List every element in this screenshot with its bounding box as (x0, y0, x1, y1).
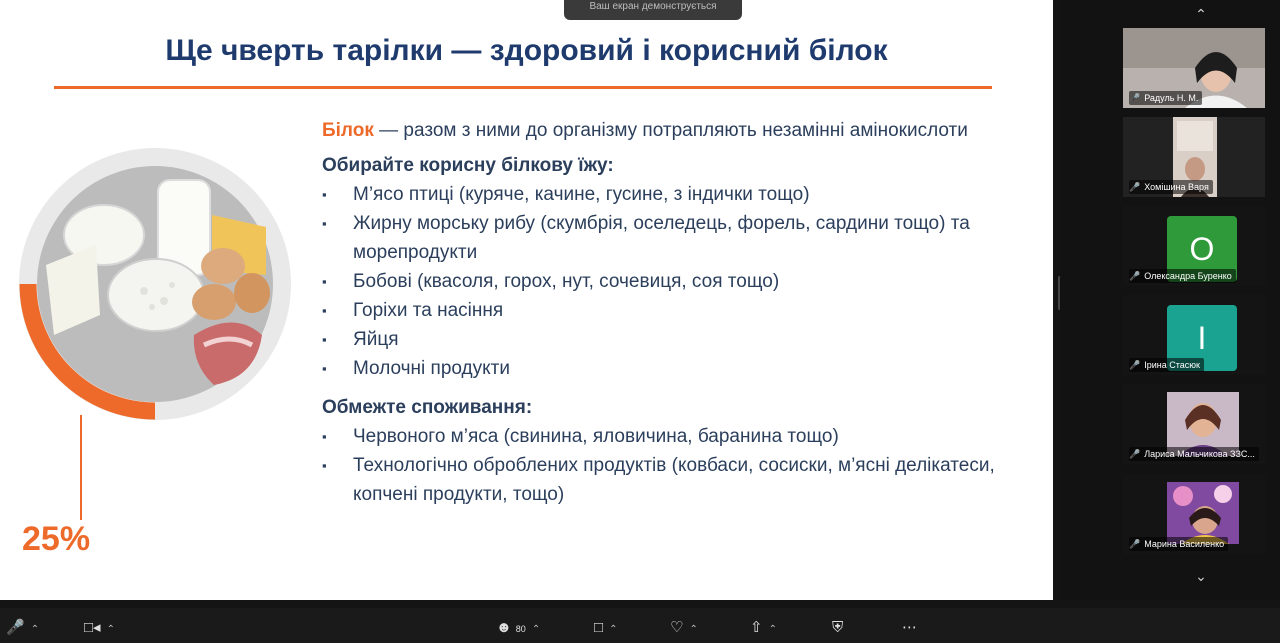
gallery-scroll-up-icon[interactable]: ⌃ (1195, 6, 1207, 22)
participant-name: 🎤 Радуль Н. М. (1129, 91, 1202, 105)
title-underline (54, 86, 992, 89)
portion-percent: 25% (22, 520, 91, 558)
participant-tile[interactable] (1123, 28, 1265, 108)
participant-tile[interactable] (1123, 206, 1265, 286)
meeting-toolbar (0, 608, 1280, 643)
chat-icon[interactable]: □ ⌃ (594, 619, 618, 636)
slide-title: Ще чверть тарілки — здоровий і корисний білок (165, 34, 888, 67)
mic-muted-icon: 🎤 (1129, 271, 1141, 281)
reactions-icon[interactable]: ♡ ⌃ (670, 619, 698, 636)
list-item: ▪ Яйця (322, 325, 1022, 354)
participant-avatar: O (1167, 216, 1237, 282)
mic-muted-icon: 🎤 (1129, 539, 1141, 549)
participant-tile[interactable] (1123, 384, 1265, 464)
chevron-up-icon[interactable]: ⌃ (531, 624, 541, 635)
participant-tile[interactable] (1123, 474, 1265, 554)
share-screen-icon[interactable]: ⇧ ⌃ (750, 619, 777, 636)
gallery-scroll-down-icon[interactable]: ⌄ (1195, 568, 1207, 584)
choose-heading: Обирайте корисну білкову їжу: (322, 155, 614, 176)
mic-muted-icon: 🎤 (1129, 360, 1141, 370)
protein-food-image (16, 145, 294, 423)
participant-name: 🎤 Лариса Мальчикова ЗЗС... (1129, 447, 1259, 461)
more-icon[interactable]: ⋯ (902, 619, 917, 636)
participant-name: 🎤 Олександра Буренко (1129, 269, 1236, 283)
mic-muted-icon: 🎤 (1129, 182, 1141, 192)
list-item: ▪ Бобові (квасоля, горох, нут, сочевиця, соя тощо) (322, 267, 1022, 296)
participants-count: 80 (515, 624, 526, 634)
mic-muted-icon: 🎤 (1129, 93, 1141, 103)
chevron-up-icon[interactable]: ⌃ (768, 624, 777, 635)
chevron-up-icon[interactable]: ⌃ (689, 624, 698, 635)
participant-tile[interactable] (1123, 295, 1265, 375)
list-item: ▪ Горіхи та насіння (322, 296, 1022, 325)
chevron-up-icon[interactable]: ⌃ (106, 624, 115, 635)
participant-name: 🎤 Марина Василенко (1129, 537, 1228, 551)
participants-icon[interactable]: ☻ 80 ⌃ (496, 619, 541, 636)
protein-intro (322, 116, 1022, 145)
list-item: ▪ Технологічно оброблених продуктів (ковбаси, сосиски, м’ясні делікатеси, копчені продукти, тощо) (322, 451, 1022, 509)
mic-muted-icon[interactable]: 🎤 ⌃ (6, 619, 40, 636)
list-item: ▪ Молочні продукти (322, 354, 1022, 383)
list-item: ▪ М’ясо птиці (куряче, качине, гусине, з індички тощо) (322, 180, 1022, 209)
chevron-up-icon[interactable]: ⌃ (30, 624, 40, 635)
security-icon[interactable]: ⛨ (832, 619, 844, 636)
limit-list (322, 422, 1022, 509)
protein-intro-text: — разом з ними до організму потрапляють незамінні амінокислоти (373, 120, 968, 141)
participant-name: 🎤 Хомішина Варя (1129, 180, 1213, 194)
video-icon[interactable]: □◂ ⌃ (84, 619, 115, 636)
mic-muted-icon: 🎤 (1129, 449, 1141, 459)
participant-avatar: I (1167, 305, 1237, 371)
slide-body (322, 116, 1022, 509)
choose-list (322, 180, 1022, 383)
participant-tile[interactable] (1123, 117, 1265, 197)
screen-share-banner[interactable]: Ваш екран демонструється (564, 0, 742, 20)
list-item: ▪ Жирну морську рибу (скумбрія, оселедець, форель, сардини тощо) та морепродукти (322, 209, 1022, 267)
list-item: ▪ Червоного м’яса (свинина, яловичина, баранина тощо) (322, 422, 1022, 451)
chevron-up-icon[interactable]: ⌃ (609, 624, 618, 635)
limit-heading: Обмежте споживання: (322, 397, 533, 418)
participant-name: 🎤 Ірина Стасюк (1129, 358, 1204, 372)
protein-keyword: Білок (322, 120, 374, 141)
